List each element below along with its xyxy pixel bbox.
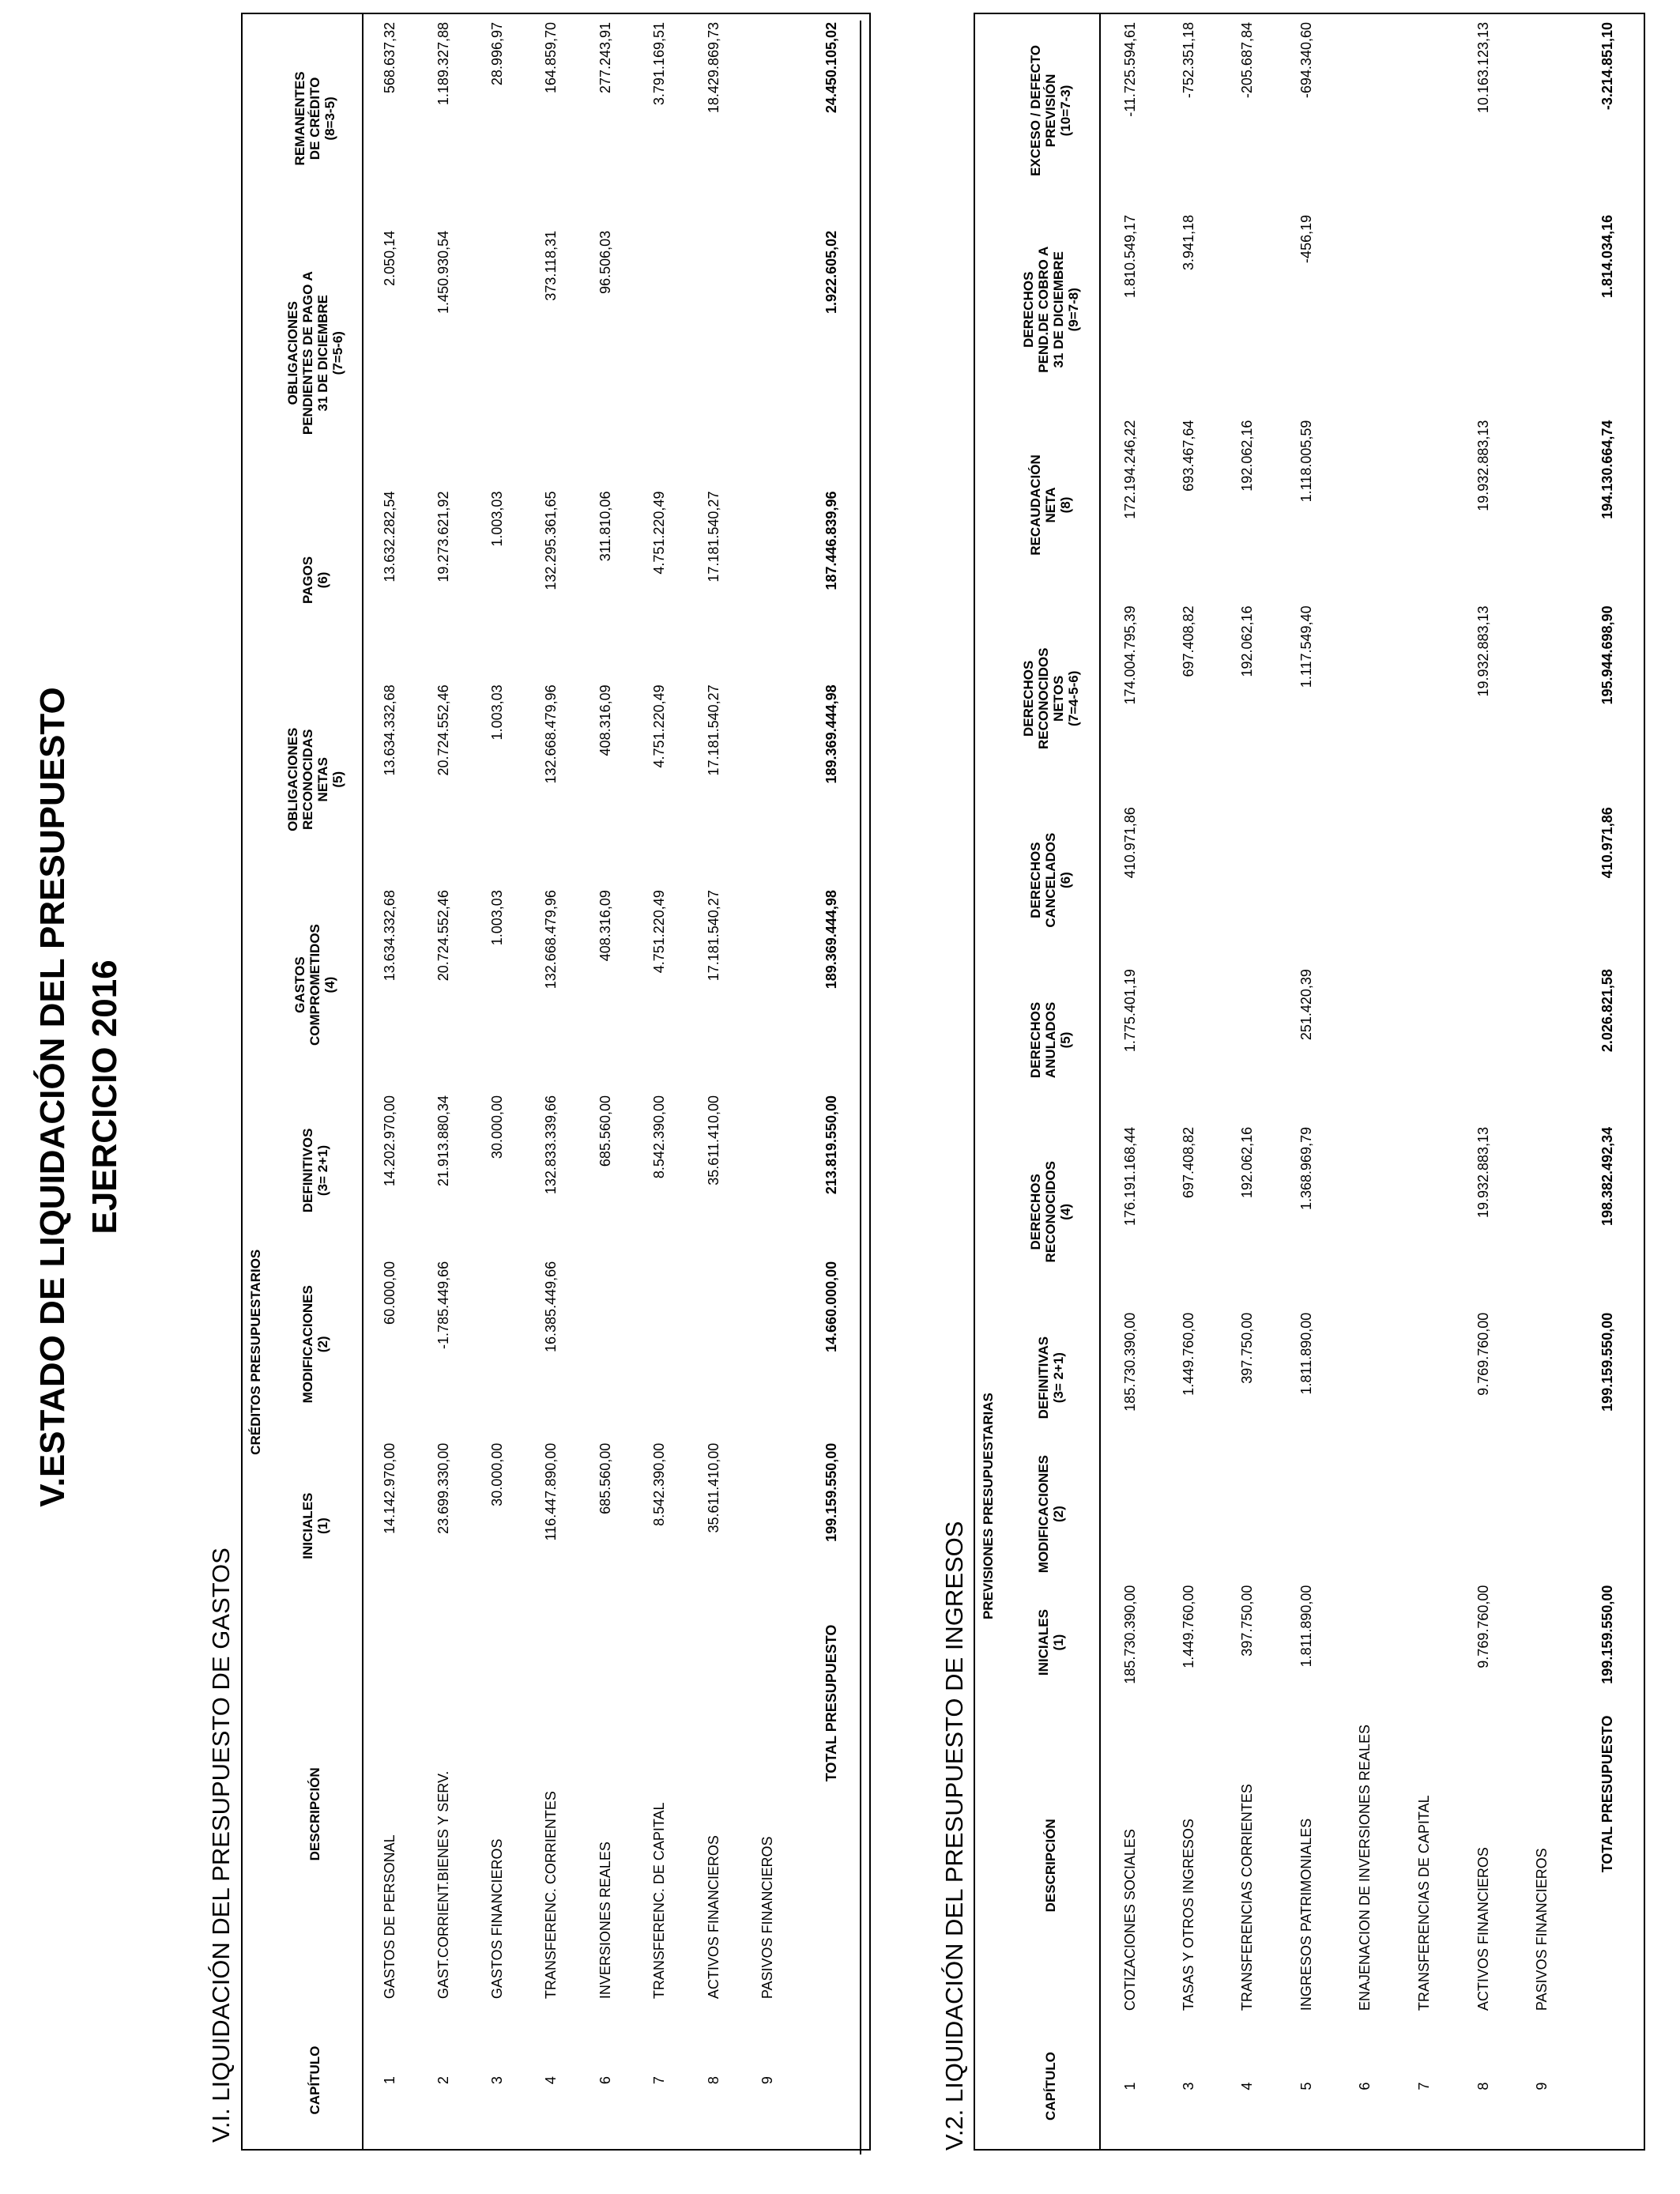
total-anulados: 2.026.821,58 xyxy=(1599,969,1616,1053)
cell-def: 30.000,00 xyxy=(489,1095,506,1159)
cell-mod xyxy=(470,1253,524,1435)
cell-exc: -205.687,84 xyxy=(1239,22,1256,99)
cell-anu: 1.775.401,19 xyxy=(1121,969,1138,1053)
total-remanentes: 24.450.105,02 xyxy=(823,22,840,114)
table-row xyxy=(687,13,740,2150)
header-descripcion: DESCRIPCIÓN xyxy=(307,1767,323,1861)
cell-comp: 408.316,09 xyxy=(597,890,613,962)
cell-cap: 4 xyxy=(543,2076,559,2085)
cell-pag: 132.295.361,65 xyxy=(543,491,559,590)
cell-rcd: 192.062,16 xyxy=(1239,420,1256,492)
cell-rem: 277.243,91 xyxy=(597,22,613,94)
cell-can: 410.971,86 xyxy=(1121,807,1138,879)
cell-mod xyxy=(1512,1451,1572,1578)
cell-ini: 23.699.330,00 xyxy=(435,1442,451,1534)
cell-rec xyxy=(1336,1119,1396,1305)
total-label: TOTAL PRESUPUESTO xyxy=(1599,1715,1616,1873)
cell-ini xyxy=(1395,1578,1454,1708)
cell-rem: 568.637,32 xyxy=(381,22,397,94)
table-row xyxy=(416,13,470,2150)
header-definitivas: DEFINITIVAS (3= 2+1) xyxy=(1035,1336,1066,1419)
cell-exc xyxy=(1395,13,1454,207)
cell-ini: 30.000,00 xyxy=(489,1442,506,1506)
cell-ini: 9.769.760,00 xyxy=(1475,1585,1491,1668)
table-row xyxy=(740,13,794,2150)
header-netos: DERECHOS RECONOCIDOS NETOS (7=4-5-6) xyxy=(1020,647,1081,750)
cell-anu xyxy=(1395,961,1454,1119)
cell-rec: 1.368.969,79 xyxy=(1298,1126,1314,1210)
cell-rcd: 172.194.246,22 xyxy=(1121,420,1138,519)
header-modificaciones: MODIFICACIONES (2) xyxy=(299,1285,330,1404)
cell-exc: -11.725.594,61 xyxy=(1121,22,1138,117)
gastos-section-title: V.I. LIQUIDACIÓN DEL PRESUPUESTO DE GASTOS xyxy=(207,1547,235,2143)
cell-desc: PASIVOS FINANCIEROS xyxy=(1534,1848,1550,2011)
ingresos-section-title: V.2. LIQUIDACIÓN DEL PRESUPUESTO DE INGRESOS xyxy=(940,1521,968,2151)
cell-pend: 3.941,18 xyxy=(1180,214,1196,270)
cell-cap: 5 xyxy=(1298,2082,1314,2090)
cell-ini: 397.750,00 xyxy=(1239,1585,1256,1657)
cell-pend xyxy=(1512,207,1572,413)
header-anulados: DERECHOS ANULADOS (5) xyxy=(1028,1001,1074,1079)
cell-mod: 60.000,00 xyxy=(381,1261,397,1325)
table-row xyxy=(1512,13,1572,2150)
cell-pend xyxy=(632,223,686,484)
total-label: TOTAL PRESUPUESTO xyxy=(823,1624,840,1782)
cell-ini: 8.542.390,00 xyxy=(651,1442,668,1526)
cell-anu xyxy=(1454,961,1513,1119)
total-pendientes: 1.922.605,02 xyxy=(823,230,840,314)
cell-obl: 13.634.332,68 xyxy=(381,684,397,776)
table-row xyxy=(525,13,578,2150)
cell-def: 8.542.390,00 xyxy=(651,1095,668,1179)
cell-cap: 2 xyxy=(435,2076,451,2085)
cell-pend xyxy=(1395,207,1454,413)
cell-ini: 35.611.410,00 xyxy=(705,1442,721,1533)
cell-pend: 2.050,14 xyxy=(381,230,397,286)
cell-exc xyxy=(1336,13,1396,207)
total-iniciales: 199.159.550,00 xyxy=(1599,1585,1616,1684)
cell-rem xyxy=(740,13,794,223)
cell-comp: 132.668.479,96 xyxy=(543,890,559,990)
cell-mod xyxy=(632,1253,686,1435)
cell-desc: ACTIVOS FINANCIEROS xyxy=(705,1835,721,2000)
cell-pend xyxy=(1454,207,1513,413)
header-remanentes: REMANENTES DE CRÉDITO (8=3-5) xyxy=(292,71,338,166)
cell-rcd: 19.932.883,13 xyxy=(1475,420,1491,511)
cell-mod: 16.385.449,66 xyxy=(543,1261,559,1352)
cell-def xyxy=(740,1088,794,1253)
cell-ini xyxy=(1336,1578,1396,1708)
table-row xyxy=(1277,13,1336,2150)
cell-pend: 96.506,03 xyxy=(597,230,613,294)
cell-rcd: 693.467,64 xyxy=(1180,420,1196,492)
gastos-table xyxy=(241,13,871,2151)
cell-mod xyxy=(1219,1451,1278,1578)
header-capitulo: CAPÍTULO xyxy=(1043,2052,1059,2121)
cell-pend xyxy=(470,223,524,484)
cell-cap: 3 xyxy=(1180,2082,1196,2090)
cell-mod xyxy=(687,1253,740,1435)
cell-pend: -456,19 xyxy=(1298,214,1314,263)
cell-desc: ACTIVOS FINANCIEROS xyxy=(1475,1847,1491,2011)
cell-rem: 1.189.327,88 xyxy=(435,22,451,106)
cell-net: 174.004.795,39 xyxy=(1121,605,1138,705)
cell-desc: TRANSFERENC. DE CAPITAL xyxy=(651,1802,668,2000)
cell-desc: TRANSFERENCIAS CORRIENTES xyxy=(1239,1784,1256,2011)
header-iniciales: INICIALES (1) xyxy=(299,1492,330,1559)
total-netos: 195.944.698,90 xyxy=(1599,605,1616,705)
document-subtitle: EJERCICIO 2016 xyxy=(85,959,124,1235)
cell-mod xyxy=(740,1253,794,1435)
cell-desc: INGRESOS PATRIMONIALES xyxy=(1298,1818,1314,2011)
table-row xyxy=(1159,13,1219,2150)
cell-can xyxy=(1395,799,1454,961)
header-pendientes: DERECHOS PEND.DE COBRO A 31 DE DICIEMBRE (9=7-8) xyxy=(1020,246,1081,373)
cell-comp: 1.003,03 xyxy=(489,890,506,946)
ingresos-table xyxy=(974,13,1645,2151)
cell-anu xyxy=(1512,961,1572,1119)
cell-desc: GAST.CORRIENT.BIENES Y SERV. xyxy=(435,1770,451,2000)
cell-anu: 251.420,39 xyxy=(1298,969,1314,1041)
cell-can xyxy=(1159,799,1219,961)
total-iniciales: 199.159.550,00 xyxy=(823,1442,840,1542)
cell-comp: 13.634.332,68 xyxy=(381,890,397,982)
cell-ini: 685.560,00 xyxy=(597,1442,613,1514)
cell-pend xyxy=(1336,207,1396,413)
total-pendientes: 1.814.034,16 xyxy=(1599,214,1616,298)
cell-rcd xyxy=(1395,413,1454,598)
cell-pag: 1.003,03 xyxy=(489,491,506,547)
cell-def xyxy=(1395,1305,1454,1451)
cell-comp: 17.181.540,27 xyxy=(705,890,721,982)
cell-desc: ENAJENACION DE INVERSIONES REALES xyxy=(1357,1725,1373,2011)
cell-rec xyxy=(1395,1119,1454,1305)
cell-exc xyxy=(1512,13,1572,207)
header-comprometidos: GASTOS COMPROMETIDOS (4) xyxy=(292,924,338,1046)
cell-pag: 17.181.540,27 xyxy=(705,491,721,582)
header-pendientes: OBLIGACIONES PENDIENTES DE PAGO A 31 DE DICIEMBRE (7=5-6) xyxy=(284,271,345,435)
table-row xyxy=(470,13,524,2150)
cell-net: 1.117.549,40 xyxy=(1298,605,1314,688)
cell-can xyxy=(1454,799,1513,961)
cell-mod xyxy=(1454,1451,1513,1578)
cell-desc: TASAS Y OTROS INGRESOS xyxy=(1180,1819,1196,2011)
cell-desc: GASTOS DE PERSONAL xyxy=(381,1834,397,2000)
cell-net xyxy=(1512,598,1572,799)
cell-desc: TRANSFERENC. CORRIENTES xyxy=(543,1791,559,2000)
header-obligaciones: OBLIGACIONES RECONOCIDAS NETAS (5) xyxy=(284,727,345,831)
header-cancelados: DERECHOS CANCELADOS (6) xyxy=(1028,832,1074,928)
total-cancelados: 410.971,86 xyxy=(1599,807,1616,879)
cell-def: 1.811.890,00 xyxy=(1298,1312,1314,1395)
cell-def: 21.913.880,34 xyxy=(435,1095,451,1187)
cell-cap: 7 xyxy=(1416,2082,1433,2090)
cell-can xyxy=(1336,799,1396,961)
cell-pag: 311.810,06 xyxy=(597,491,613,562)
cell-rcd xyxy=(1336,413,1396,598)
cell-net xyxy=(1336,598,1396,799)
cell-desc: GASTOS FINANCIEROS xyxy=(489,1838,506,2000)
cell-def: 397.750,00 xyxy=(1239,1312,1256,1384)
total-recaudacion: 194.130.664,74 xyxy=(1599,420,1616,519)
cell-pend xyxy=(687,223,740,484)
cell-def: 185.730.390,00 xyxy=(1121,1312,1138,1412)
total-definitivas: 199.159.550,00 xyxy=(1599,1312,1616,1412)
cell-rcd: 1.118.005,59 xyxy=(1298,420,1314,503)
cell-cap: 9 xyxy=(759,2076,775,2085)
cell-mod: -1.785.449,66 xyxy=(435,1261,451,1349)
cell-def: 9.769.760,00 xyxy=(1475,1312,1491,1396)
table-row xyxy=(1336,13,1396,2150)
cell-mod xyxy=(1336,1451,1396,1578)
cell-def: 14.202.970,00 xyxy=(381,1095,397,1187)
cell-net xyxy=(1395,598,1454,799)
cell-comp: 4.751.220,49 xyxy=(651,890,668,974)
cell-def: 1.449.760,00 xyxy=(1180,1312,1196,1396)
cell-ini: 1.811.890,00 xyxy=(1298,1585,1314,1668)
header-definitivos: DEFINITIVOS (3= 2+1) xyxy=(299,1128,330,1213)
cell-desc: TRANSFERENCIAS DE CAPITAL xyxy=(1416,1795,1433,2011)
cell-cap: 1 xyxy=(1121,2082,1138,2090)
total-modificaciones: 14.660.000,00 xyxy=(823,1261,840,1352)
cell-cap: 3 xyxy=(489,2076,506,2085)
cell-cap: 6 xyxy=(1357,2082,1373,2090)
cell-def xyxy=(1512,1305,1572,1451)
cell-pag: 13.632.282,54 xyxy=(381,491,397,582)
cell-obl: 4.751.220,49 xyxy=(651,684,668,768)
cell-cap: 1 xyxy=(381,2076,397,2085)
cell-pend: 373.118,31 xyxy=(543,230,559,301)
cell-can xyxy=(1512,799,1572,961)
cell-cap: 4 xyxy=(1239,2082,1256,2090)
total-exceso: -3.214.851,10 xyxy=(1599,22,1616,111)
total-modificaciones xyxy=(1572,1451,1644,1578)
cell-cap: 6 xyxy=(597,2076,613,2085)
cell-obl: 1.003,03 xyxy=(489,684,506,741)
cell-cap: 9 xyxy=(1534,2082,1550,2090)
cell-cap: 8 xyxy=(1475,2082,1491,2090)
header-capitulo: CAPÍTULO xyxy=(307,2045,323,2115)
cell-mod xyxy=(1100,1451,1159,1578)
header-recaudacion: RECAUDACIÓN NETA (8) xyxy=(1028,454,1074,556)
cell-pag: 4.751.220,49 xyxy=(651,491,668,575)
table-row xyxy=(1219,13,1278,2150)
cell-rem: 3.791.169,51 xyxy=(651,22,668,106)
cell-ini xyxy=(1512,1578,1572,1708)
table-row xyxy=(578,13,632,2150)
header-pagos: PAGOS (6) xyxy=(299,556,330,605)
cell-def: 685.560,00 xyxy=(597,1095,613,1167)
total-definitivos: 213.819.550,00 xyxy=(823,1095,840,1195)
document-title: V.ESTADO DE LIQUIDACIÓN DEL PRESUPUESTO xyxy=(33,687,72,1507)
cell-obl: 408.316,09 xyxy=(597,684,613,756)
cell-net: 697.408,82 xyxy=(1180,605,1196,677)
cell-desc: PASIVOS FINANCIEROS xyxy=(759,1836,775,2000)
ingresos-group-header: PREVISIONES PRESUPUESTARIAS xyxy=(981,1393,996,1620)
cell-ini xyxy=(740,1435,794,1617)
cell-desc: INVERSIONES REALES xyxy=(597,1842,613,2000)
cell-pend xyxy=(1219,207,1278,413)
cell-anu xyxy=(1219,961,1278,1119)
cell-rcd xyxy=(1512,413,1572,598)
cell-ini: 185.730.390,00 xyxy=(1121,1585,1138,1684)
cell-pend: 1.450.930,54 xyxy=(435,230,451,314)
cell-comp: 20.724.552,46 xyxy=(435,890,451,982)
cell-ini: 14.142.970,00 xyxy=(381,1442,397,1534)
cell-rec: 19.932.883,13 xyxy=(1475,1126,1491,1219)
total-obligaciones: 189.369.444,98 xyxy=(823,684,840,784)
cell-obl: 132.668.479,96 xyxy=(543,684,559,784)
cell-mod xyxy=(1159,1451,1219,1578)
cell-obl xyxy=(740,677,794,882)
header-iniciales: INICIALES (1) xyxy=(1035,1609,1066,1676)
cell-net: 192.062,16 xyxy=(1239,605,1256,677)
header-reconocidos: DERECHOS RECONOCIDOS (4) xyxy=(1028,1161,1074,1263)
cell-rem: 18.429.869,73 xyxy=(705,22,721,114)
table-row xyxy=(363,13,416,2150)
cell-pend: 1.810.549,17 xyxy=(1121,214,1138,298)
cell-exc: 10.163.123,13 xyxy=(1475,22,1491,114)
cell-pag xyxy=(740,484,794,677)
cell-def: 35.611.410,00 xyxy=(705,1095,721,1186)
cell-cap: 8 xyxy=(705,2076,721,2085)
cell-can xyxy=(1277,799,1336,961)
total-pagos: 187.446.839,96 xyxy=(823,491,840,590)
cell-ini: 116.447.890,00 xyxy=(543,1442,559,1541)
cell-anu xyxy=(1336,961,1396,1119)
cell-exc: -694.340,60 xyxy=(1298,22,1314,99)
cell-ini: 1.449.760,00 xyxy=(1180,1585,1196,1668)
cell-def: 132.833.339,66 xyxy=(543,1095,559,1195)
cell-comp xyxy=(740,882,794,1088)
total-comprometidos: 189.369.444,98 xyxy=(823,890,840,990)
cell-rec: 697.408,82 xyxy=(1180,1126,1196,1198)
cell-rec: 192.062,16 xyxy=(1239,1126,1256,1198)
cell-exc: -752.351,18 xyxy=(1180,22,1196,99)
cell-rem: 164.859,70 xyxy=(543,22,559,94)
total-reconocidos: 198.382.492,34 xyxy=(1599,1126,1616,1227)
cell-can xyxy=(1219,799,1278,961)
cell-rec xyxy=(1512,1119,1572,1305)
cell-cap: 7 xyxy=(651,2076,668,2085)
cell-pag: 19.273.621,92 xyxy=(435,491,451,582)
cell-obl: 20.724.552,46 xyxy=(435,684,451,776)
cell-mod xyxy=(578,1253,632,1435)
table-row xyxy=(632,13,686,2150)
cell-def xyxy=(1336,1305,1396,1451)
cell-desc: COTIZACIONES SOCIALES xyxy=(1121,1829,1138,2011)
header-modificaciones: MODIFICACIONES (2) xyxy=(1035,1454,1066,1574)
cell-net: 19.932.883,13 xyxy=(1475,605,1491,697)
cell-mod xyxy=(1277,1451,1336,1578)
table-row xyxy=(1395,13,1454,2150)
cell-anu xyxy=(1159,961,1219,1119)
header-exceso: EXCESO / DEFECTO PREVISIÓN (10=7-3) xyxy=(1028,44,1074,176)
gastos-group-header: CRÉDITOS PRESUPUESTARIOS xyxy=(248,1249,264,1455)
cell-rem: 28.996,97 xyxy=(489,22,506,86)
cell-pend xyxy=(740,223,794,484)
cell-mod xyxy=(1395,1451,1454,1578)
table-row xyxy=(1454,13,1513,2150)
cell-rec: 176.191.168,44 xyxy=(1121,1126,1138,1227)
header-descripcion: DESCRIPCIÓN xyxy=(1043,1819,1059,1913)
table-row xyxy=(1100,13,1159,2150)
cell-obl: 17.181.540,27 xyxy=(705,684,721,776)
